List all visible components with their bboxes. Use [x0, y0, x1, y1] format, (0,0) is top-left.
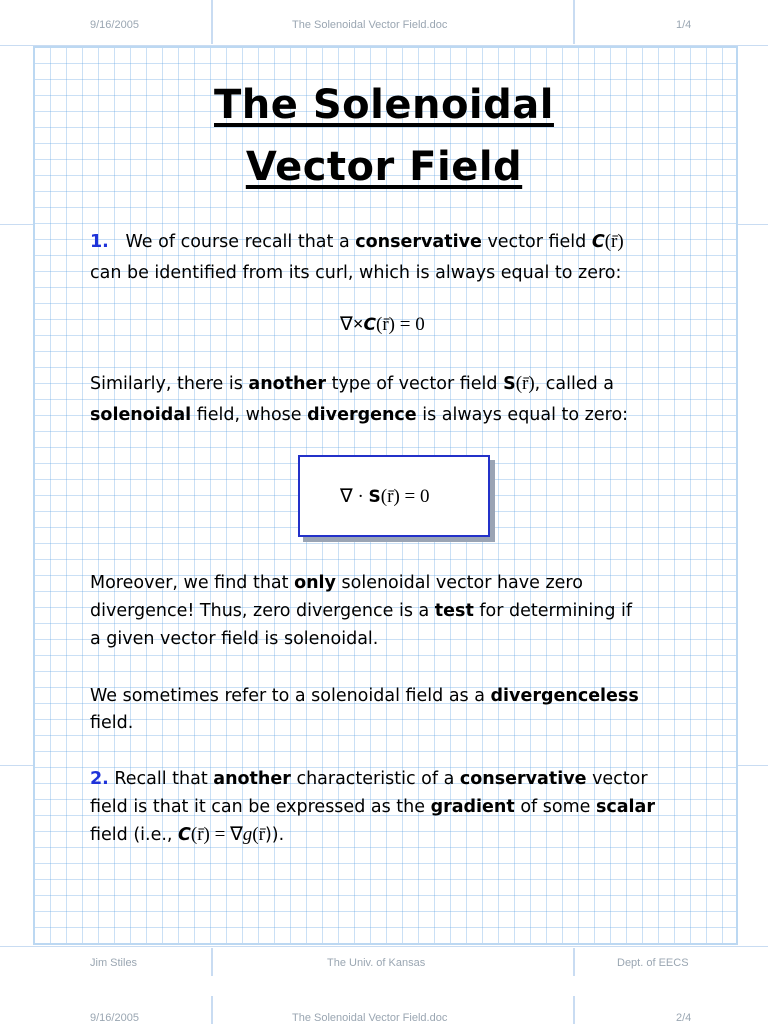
paragraph-5-line-2: [90, 793, 655, 821]
p2-bold-another: another: [248, 374, 327, 394]
footer-university: The Univ. of Kansas: [327, 957, 426, 969]
paragraph-3-line-2: [90, 597, 632, 625]
eq2-arg: (r̄): [380, 486, 400, 507]
cross-symbol: ×: [352, 314, 364, 335]
paragraph-4-line-1: [90, 682, 639, 710]
header-page-number: 1/4: [676, 19, 692, 31]
p5-text-h: )).: [264, 825, 285, 845]
title-line-2: Vector Field: [245, 144, 523, 190]
footer-department: Dept. of EECS: [617, 957, 689, 969]
p5-eqrest: = ∇: [209, 824, 243, 845]
eq1-arg: (r̄): [376, 314, 396, 335]
paragraph-5-line-1: [90, 765, 648, 793]
paragraph-5-line-3: field (i.e., C(r̄) = ∇g(r̄)).: [90, 824, 285, 845]
paragraph-3-line-3: a given vector field is solenoidal.: [90, 629, 379, 649]
p2-bold-divergence: divergence: [307, 405, 417, 425]
p2-arg: (r̄): [515, 373, 535, 394]
p2-symbol-s: S: [503, 374, 516, 394]
paragraph-4-line-2: field.: [90, 713, 134, 733]
eq2-nabla: ∇: [340, 486, 353, 507]
paragraph-1-line-1: [90, 228, 624, 256]
footer-rule: [0, 946, 768, 947]
p3-bold-test: test: [434, 601, 474, 621]
eq2-dot: ·: [352, 486, 369, 507]
p1-arg: (r̄): [604, 231, 624, 252]
p5-bold-another: another: [213, 769, 291, 789]
left-tick-1: [0, 224, 33, 225]
p2-text-f: is always equal to zero:: [416, 405, 629, 425]
page2-header-filename: The Solenoidal Vector Field.doc: [292, 1012, 448, 1024]
equation-divergence: [340, 485, 430, 508]
p5-arg: (r̄): [190, 824, 210, 845]
paragraph-3-line-1: [90, 569, 583, 597]
header-filename: The Solenoidal Vector Field.doc: [292, 19, 448, 31]
p3-text-a: Moreover, we find that: [90, 573, 295, 593]
eq2-rest: = 0: [399, 486, 430, 507]
page2-divider-2: [573, 996, 575, 1024]
p2-text-e: field, whose: [191, 405, 308, 425]
item-number-1: 1.: [90, 232, 109, 252]
p5-text-c: characteristic of a: [290, 769, 460, 789]
page2-header-page-number: 2/4: [676, 1012, 692, 1024]
p5-text-g: field (i.e.,: [90, 825, 179, 845]
p1-bold-conservative: conservative: [355, 232, 482, 252]
p3-text-d: divergence! Thus, zero divergence is a: [90, 601, 435, 621]
p4-text-a: We sometimes refer to a solenoidal field as a: [90, 686, 491, 706]
page2-divider-1: [211, 996, 213, 1024]
header-divider-1: [211, 0, 213, 44]
page2-header-date: 9/16/2005: [90, 1012, 139, 1024]
header-date: 9/16/2005: [90, 19, 139, 31]
p1-symbol-c: C: [591, 232, 605, 252]
p2-bold-solenoidal: solenoidal: [90, 405, 192, 425]
left-tick-2: [0, 765, 33, 766]
nabla-symbol: ∇: [340, 314, 353, 335]
p1-text-a: We of course recall that a: [125, 232, 356, 252]
paragraph-2-line-1: [90, 370, 614, 398]
title-line-1: The Solenoidal: [214, 82, 554, 128]
paragraph-2-line-2: [90, 401, 628, 429]
right-tick-2: [738, 765, 768, 766]
p3-text-e: for determining if: [473, 601, 633, 621]
p2-text-c: type of vector field: [326, 374, 504, 394]
p5-bold-scalar: scalar: [595, 797, 655, 817]
eq2-symbol-s: S: [368, 487, 381, 507]
right-tick-1: [738, 224, 768, 225]
p2-text-a: Similarly, there is: [90, 374, 249, 394]
p5-text-f: of some: [514, 797, 596, 817]
item-number-2: 2.: [90, 769, 109, 789]
paragraph-1-line-2: can be identified from its curl, which is always equal to zero:: [90, 263, 622, 283]
p5-bold-gradient: gradient: [430, 797, 515, 817]
header-divider-2: [573, 0, 575, 44]
footer-divider-2: [573, 948, 575, 976]
p1-text-c: vector field: [481, 232, 592, 252]
p5-function-g: g: [242, 824, 253, 845]
p5-text-d: vector: [586, 769, 648, 789]
p4-bold-divergenceless: divergenceless: [490, 686, 639, 706]
footer-divider-1: [211, 948, 213, 976]
p3-text-c: solenoidal vector have zero: [335, 573, 583, 593]
eq1-rest: = 0: [395, 314, 425, 335]
p5-symbol-c: C: [178, 825, 191, 845]
p5-bold-conservative: conservative: [459, 769, 587, 789]
p5-text-a: Recall that: [108, 769, 214, 789]
p5-text-e: field is that it can be expressed as the: [90, 797, 431, 817]
equation-curl: [340, 313, 425, 336]
p3-bold-only: only: [294, 573, 336, 593]
footer-author: Jim Stiles: [90, 957, 138, 969]
eq1-symbol-c: C: [363, 315, 377, 335]
p2-text-d: , called a: [534, 374, 615, 394]
